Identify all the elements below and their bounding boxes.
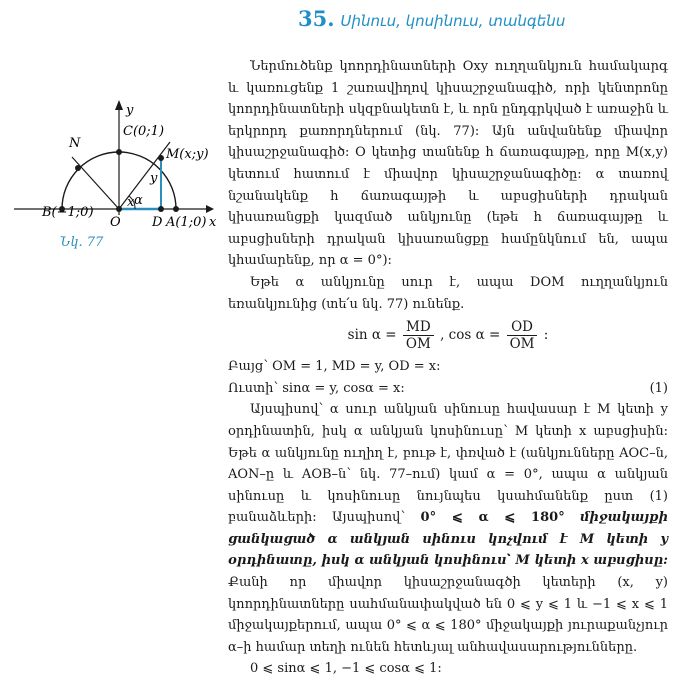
section-number: 35. bbox=[298, 6, 335, 31]
label-b: B(−1;0) bbox=[42, 205, 94, 220]
fraction-numerator: MD bbox=[403, 319, 434, 336]
paragraph-1: Ներմուծենք կոորդինատների Oxy ուղղանկյուն համակարգ և կառուցենք 1 շառավիղով կիսաշրջանագիծ, որի կենտրոնը կոորդինատների սկզբնակետն է, և որն ընդգրկված է առաջին և երկրորդ քառորդներում (նկ. 77): Այն անվանենք միավոր կիսաշրջանագիծ: O կետից տանենք h ճառագայթը, որը M(x,y) կետում հատում է միավոր կիսաշրջանագիծը: α տառով նշանակենք h ճառագայթի և աբսցիսների դրական կիսառանցքի կազմած անկյունը (եթե h ճառագայթը և աբսցիսների դրական կիսառանցքը համընկնում են, ապա կհամարենք, որ α = 0°): bbox=[228, 59, 668, 269]
label-d: D bbox=[152, 215, 163, 230]
label-y-axis: y bbox=[126, 103, 134, 118]
paragraph-5-range: 0° ⩽ α ⩽ 180° bbox=[420, 510, 565, 526]
formula-sin-label: sin α = bbox=[347, 327, 401, 344]
fraction-denominator: OM bbox=[509, 336, 535, 353]
paragraph-3: Բայց՝ OM = 1, MD = y, OD = x: bbox=[228, 359, 441, 375]
label-n: N bbox=[69, 136, 81, 151]
label-a: A(1;0) bbox=[166, 215, 207, 230]
label-alpha: α bbox=[134, 193, 143, 208]
x-axis-arrow bbox=[206, 205, 214, 213]
fraction-numerator: OD bbox=[507, 319, 538, 336]
paragraph-2: Եթե α անկյունը սուր է, ապա DOM ուղղանկյուն եռանկյունից (տե՛ս նկ. 77) ունենք. bbox=[228, 274, 668, 312]
section-heading: Սինուս, կոսինուս, տանգենս bbox=[340, 12, 566, 30]
label-o: O bbox=[110, 215, 121, 230]
ray-on bbox=[72, 157, 119, 209]
point-o bbox=[116, 206, 122, 212]
unit-semicircle-figure bbox=[0, 100, 225, 230]
y-axis-arrow bbox=[115, 100, 123, 110]
equation-row-1 bbox=[228, 378, 668, 400]
formula-sin-cos bbox=[228, 319, 668, 352]
fraction-denominator: OM bbox=[405, 336, 431, 353]
point-c bbox=[116, 149, 122, 155]
label-x-segment: x bbox=[127, 195, 135, 210]
body-text bbox=[228, 56, 668, 680]
paragraph-6: 0 ⩽ sinα ⩽ 1, −1 ⩽ cosα ⩽ 1: bbox=[250, 661, 442, 677]
paragraph-5-rest: Քանի որ միավոր կիսաշրջանագծի կետերի (x, y) կոորդինատները սահմանափակված են 0 ⩽ y ⩽ 1 և −1 ⩽ x ⩽ 1 միջակայքերում, ապա 0° ⩽ α ⩽ 180° միջակայքի յուրաքանչյուր α–ի համար տեղի ունեն հետևյալ անհավասարությունները. bbox=[228, 575, 668, 655]
label-x-axis: x bbox=[209, 215, 217, 230]
formula-cos-label: , cos α = bbox=[440, 327, 505, 344]
label-m: M(x;y) bbox=[166, 147, 209, 162]
point-d bbox=[158, 206, 164, 212]
section-title bbox=[298, 6, 565, 31]
fraction-od-om bbox=[507, 319, 538, 352]
label-y-segment: y bbox=[150, 171, 158, 186]
point-m bbox=[158, 155, 164, 161]
paragraph-5-intro: Այսպիսով՝ α սուր անկյան սինուսը հավասար է M կետի y օրդինատին, իսկ α անկյան կոսինուսը՝ M կետի x աբսցիսին: Եթե α անկյունը ուղիղ է, բութ է, փռված է (անկյունները AOC–ն, AON–ը և AOB–ն՝ նկ. 77–ում) կամ α = 0°, ապա α անկյան սինուսը և կոսինուսը նույնպես կսահմանենք ըստ (1) բանաձևերի: Այսպիսով՝ bbox=[228, 402, 668, 526]
equation-number: (1) bbox=[649, 380, 668, 396]
figure-caption: Նկ. 77 bbox=[60, 235, 104, 250]
fraction-md-om bbox=[403, 319, 434, 352]
label-c: C(0;1) bbox=[123, 124, 165, 139]
paragraph-5-definition: միջակայքի ցանկացած α անկյան սինուս կոչվում է M կետի y օրդինատը, իսկ α անկյան կոսինուս՝ M կետի x աբսցիսը: bbox=[228, 510, 668, 569]
formula-end: : bbox=[543, 327, 549, 344]
point-n bbox=[75, 165, 81, 171]
paragraph-5 bbox=[228, 399, 668, 658]
point-a bbox=[173, 206, 179, 212]
paragraph-4: Ուստի՝ sinα = y, cosα = x: bbox=[228, 380, 405, 396]
